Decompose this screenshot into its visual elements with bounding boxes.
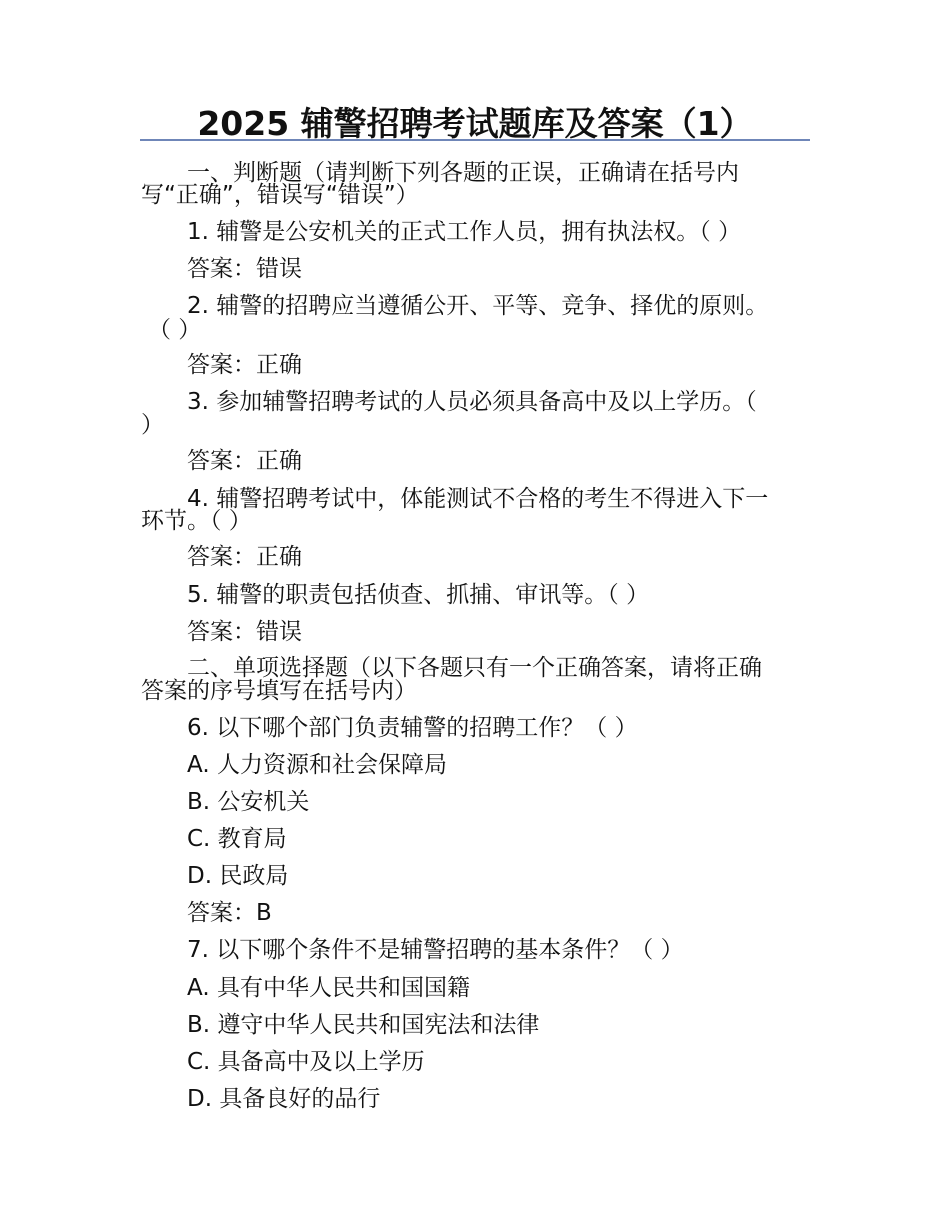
question-6-option-a: A. 人力资源和社会保障局 xyxy=(187,752,447,778)
document-title: 2025 辅警招聘考试题库及答案（1） xyxy=(197,104,753,143)
question-1: 1. 辅警是公安机关的正式工作人员，拥有执法权。（ ） xyxy=(187,219,742,245)
question-6-option-d: D. 民政局 xyxy=(187,863,289,889)
question-7-option-a: A. 具有中华人民共和国国籍 xyxy=(187,975,470,1001)
question-4-line1: 4. 辅警招聘考试中，体能测试不合格的考生不得进入下一 xyxy=(187,486,769,512)
question-2-line2: （ ） xyxy=(148,317,202,343)
question-7-option-b: B. 遵守中华人民共和国宪法和法律 xyxy=(187,1012,540,1038)
answer-6: 答案：B xyxy=(187,900,272,926)
question-2-line1: 2. 辅警的招聘应当遵循公开、平等、竞争、择优的原则。 xyxy=(187,293,769,319)
answer-3: 答案：正确 xyxy=(187,448,302,474)
answer-4: 答案：正确 xyxy=(187,544,302,570)
question-6: 6. 以下哪个部门负责辅警的招聘工作？（ ） xyxy=(187,715,638,741)
section2-heading-line1: 二、单项选择题（以下各题只有一个正确答案，请将正确 xyxy=(187,655,762,681)
title-underline xyxy=(140,139,810,141)
question-7-option-d: D. 具备良好的品行 xyxy=(187,1086,381,1112)
question-4-line2: 环节。（ ） xyxy=(141,508,252,534)
answer-1: 答案：错误 xyxy=(187,256,302,282)
section1-heading-line2: 写“正确”，错误写“错误”） xyxy=(141,182,419,208)
answer-5: 答案：错误 xyxy=(187,619,302,645)
question-3-line1: 3. 参加辅警招聘考试的人员必须具备高中及以上学历。（ xyxy=(187,389,757,415)
question-6-option-b: B. 公安机关 xyxy=(187,789,310,815)
answer-2: 答案：正确 xyxy=(187,352,302,378)
question-5: 5. 辅警的职责包括侦查、抓捕、审讯等。（ ） xyxy=(187,582,650,608)
question-6-option-c: C. 教育局 xyxy=(187,826,287,852)
question-7: 7. 以下哪个条件不是辅警招聘的基本条件？（ ） xyxy=(187,937,684,963)
section2-heading-line2: 答案的序号填写在括号内） xyxy=(141,678,417,704)
section1-heading-line1: 一、判断题（请判断下列各题的正误，正确请在括号内 xyxy=(187,160,739,186)
question-7-option-c: C. 具备高中及以上学历 xyxy=(187,1049,425,1075)
question-3-line2: ） xyxy=(141,412,164,438)
